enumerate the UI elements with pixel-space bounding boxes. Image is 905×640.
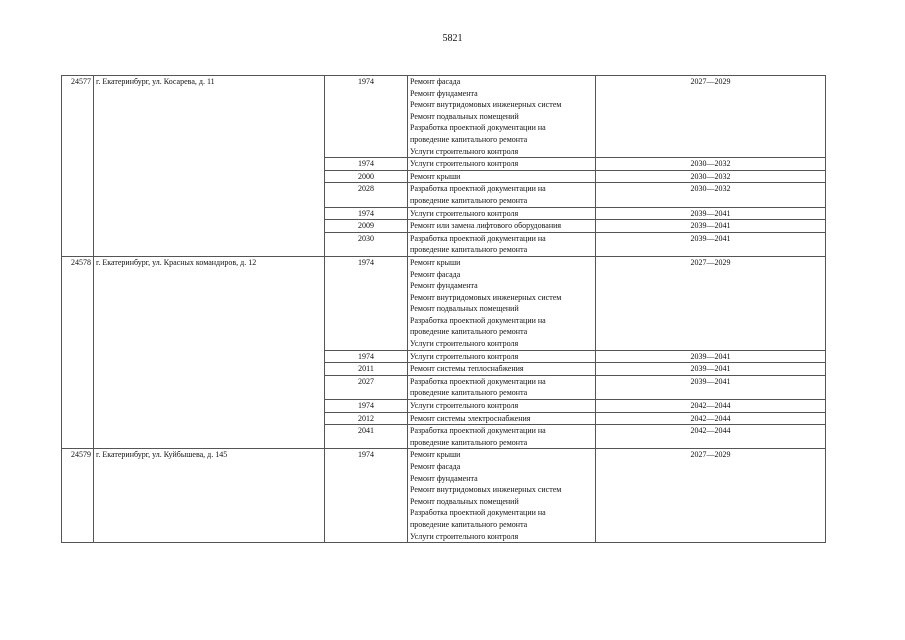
- works-cell: [408, 183, 596, 207]
- work-item: Ремонт крыши: [410, 257, 461, 267]
- year-cell: 2012: [325, 412, 408, 425]
- works-cell: [408, 207, 596, 220]
- year-cell: 1974: [325, 158, 408, 171]
- work-item: проведение капитального ремонта: [410, 519, 528, 529]
- record-address: г. Екатеринбург, ул. Красных командиров, д. 12: [94, 256, 325, 449]
- year-cell: 1974: [325, 350, 408, 363]
- table-row: [62, 76, 826, 158]
- work-item: Ремонт фасада: [410, 269, 461, 279]
- year-cell: 2000: [325, 170, 408, 183]
- work-item: Разработка проектной документации на: [410, 184, 546, 194]
- record-address: г. Екатеринбург, ул. Косарева, д. 11: [94, 76, 325, 257]
- works-cell: [408, 170, 596, 183]
- period-cell: 2042—2044: [596, 400, 826, 413]
- period-cell: 2039—2041: [596, 232, 826, 256]
- period-cell: 2027—2029: [596, 76, 826, 158]
- work-item: Услуги строительного контроля: [410, 208, 519, 218]
- work-item: Ремонт фундамента: [410, 473, 478, 483]
- year-cell: 2041: [325, 425, 408, 449]
- period-cell: 2039—2041: [596, 350, 826, 363]
- year-cell: 2011: [325, 363, 408, 376]
- works-cell: [408, 256, 596, 350]
- work-item: Ремонт внутридомовых инженерных систем: [410, 292, 562, 302]
- works-cell: [408, 350, 596, 363]
- record-id: 24579: [62, 449, 94, 543]
- work-item: Ремонт подвальных помещений: [410, 111, 519, 121]
- work-item: Услуги строительного контроля: [410, 351, 519, 361]
- works-cell: [408, 412, 596, 425]
- year-cell: 2009: [325, 220, 408, 233]
- works-cell: [408, 363, 596, 376]
- work-item: Ремонт крыши: [410, 171, 461, 181]
- work-item: проведение капитального ремонта: [410, 245, 528, 255]
- work-item: Услуги строительного контроля: [410, 339, 519, 349]
- work-item: Ремонт подвальных помещений: [410, 496, 519, 506]
- work-item: Разработка проектной документации на: [410, 123, 546, 133]
- work-item: Ремонт фасада: [410, 462, 461, 471]
- period-cell: 2039—2041: [596, 363, 826, 376]
- period-cell: 2042—2044: [596, 425, 826, 449]
- works-cell: [408, 76, 596, 158]
- table-row: [62, 449, 826, 543]
- work-item: проведение капитального ремонта: [410, 195, 528, 205]
- work-item: Ремонт внутридомовых инженерных систем: [410, 485, 562, 495]
- work-item: Разработка проектной документации на: [410, 426, 546, 436]
- period-cell: 2030—2032: [596, 183, 826, 207]
- page-number: 5821: [442, 33, 463, 44]
- works-cell: [408, 400, 596, 413]
- period-cell: 2042—2044: [596, 412, 826, 425]
- year-cell: 1974: [325, 400, 408, 413]
- work-item: Услуги строительного контроля: [410, 531, 519, 541]
- work-item: Ремонт или замена лифтового оборудования: [410, 221, 562, 231]
- work-item: Разработка проектной документации на: [410, 315, 546, 325]
- works-cell: [408, 449, 596, 543]
- year-cell: 1974: [325, 207, 408, 220]
- work-item: Ремонт фасада: [410, 77, 461, 86]
- period-cell: 2039—2041: [596, 207, 826, 220]
- works-cell: [408, 425, 596, 449]
- work-item: Ремонт системы теплоснабжения: [410, 364, 524, 374]
- work-item: проведение капитального ремонта: [410, 388, 528, 398]
- work-item: Разработка проектной документации на: [410, 376, 546, 386]
- work-item: Разработка проектной документации на: [410, 508, 546, 518]
- period-cell: 2039—2041: [596, 220, 826, 233]
- work-item: Ремонт подвальных помещений: [410, 304, 519, 314]
- work-item: Услуги строительного контроля: [410, 146, 519, 156]
- work-item: Ремонт крыши: [410, 450, 461, 460]
- period-cell: 2027—2029: [596, 256, 826, 350]
- record-address: г. Екатеринбург, ул. Куйбышева, д. 145: [94, 449, 325, 543]
- period-cell: 2027—2029: [596, 449, 826, 543]
- year-cell: 1974: [325, 76, 408, 158]
- year-cell: 1974: [325, 256, 408, 350]
- period-cell: 2030—2032: [596, 158, 826, 171]
- year-cell: 2028: [325, 183, 408, 207]
- work-item: проведение капитального ремонта: [410, 134, 528, 144]
- period-cell: 2030—2032: [596, 170, 826, 183]
- year-cell: 1974: [325, 449, 408, 543]
- works-cell: [408, 375, 596, 399]
- work-item: Услуги строительного контроля: [410, 401, 519, 411]
- work-item: Разработка проектной документации на: [410, 233, 546, 243]
- work-item: Услуги строительного контроля: [410, 159, 519, 169]
- table-row: [62, 256, 826, 350]
- table-body: [62, 76, 826, 543]
- work-item: Ремонт фундамента: [410, 281, 478, 291]
- work-item: проведение капитального ремонта: [410, 327, 528, 337]
- year-cell: 2027: [325, 375, 408, 399]
- capital-repair-table: [61, 75, 826, 543]
- work-item: проведение капитального ремонта: [410, 437, 528, 447]
- record-id: 24578: [62, 256, 94, 449]
- works-cell: [408, 158, 596, 171]
- works-cell: [408, 220, 596, 233]
- record-id: 24577: [62, 76, 94, 257]
- year-cell: 2030: [325, 232, 408, 256]
- work-item: Ремонт системы электроснабжения: [410, 413, 531, 423]
- work-item: Ремонт фундамента: [410, 88, 478, 98]
- works-cell: [408, 232, 596, 256]
- period-cell: 2039—2041: [596, 375, 826, 399]
- work-item: Ремонт внутридомовых инженерных систем: [410, 100, 562, 110]
